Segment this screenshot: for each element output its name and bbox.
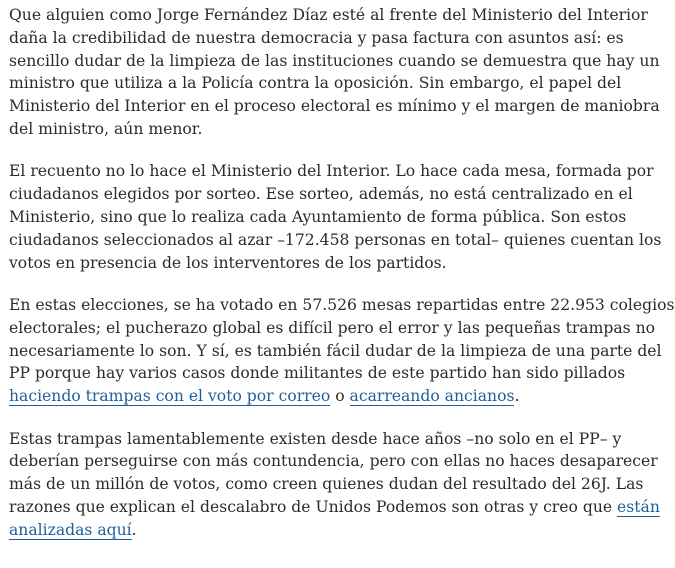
text-line: ciudadanos elegidos por sorteo. Ese sorteo, además, no está centralizado en el bbox=[9, 185, 633, 204]
link-acarreando-ancianos[interactable]: acarreando ancianos bbox=[349, 387, 515, 406]
text-line: Estas trampas lamentablemente existen desde hace años –no solo en el PP– y bbox=[9, 429, 622, 448]
text-line: Ministerio del Interior en el proceso electoral es mínimo y el margen de maniobra bbox=[9, 97, 660, 116]
link-analizadas-aqui[interactable]: analizadas aquí bbox=[9, 520, 132, 539]
text-line: necesariamente lo son. Y sí, es también fácil dudar de la limpieza de una parte del bbox=[9, 341, 662, 360]
text-line bbox=[9, 496, 660, 519]
text-line: votos en presencia de los interventores de los partidos. bbox=[9, 253, 447, 272]
text-line: ministro que utiliza a la Policía contra la oposición. Sin embargo, el papel del bbox=[9, 74, 622, 93]
text-line: ciudadanos seleccionados al azar –172.458 personas en total– quienes cuentan los bbox=[9, 230, 662, 249]
text-line: PP porque hay varios casos donde militantes de este partido han sido pillados bbox=[9, 364, 626, 383]
text-line: del ministro, aún menor. bbox=[9, 119, 203, 138]
text-line bbox=[9, 385, 638, 408]
connector-text: o bbox=[330, 387, 350, 406]
text-line: sencillo dudar de la limpieza de las instituciones cuando se demuestra que hay un bbox=[9, 51, 660, 70]
paragraph-interior-ministry bbox=[9, 4, 660, 141]
text-line: Ministerio, sino que lo realiza cada Ayuntamiento de forma pública. Son estos bbox=[9, 207, 627, 226]
text-line: deberían perseguirse con más contundencia, pero con ellas no haces desaparecer bbox=[9, 452, 658, 471]
text-line: más de un millón de votos, como creen quienes dudan del resultado del 26J. Las bbox=[9, 475, 644, 494]
period: . bbox=[131, 520, 137, 539]
text-line: En estas elecciones, se ha votado en 57.526 mesas repartidas entre 22.953 colegios bbox=[9, 295, 675, 314]
text-line: El recuento no lo hace el Ministerio del Interior. Lo hace cada mesa, formada por bbox=[9, 162, 654, 181]
text-line bbox=[9, 519, 638, 542]
link-estan[interactable]: están bbox=[617, 497, 660, 516]
paragraph-fraud bbox=[9, 428, 660, 542]
text-line: daña la credibilidad de nuestra democracia y pasa factura con asuntos así: es bbox=[9, 28, 624, 47]
link-voto-por-correo[interactable]: haciendo trampas con el voto por correo bbox=[9, 387, 331, 406]
paragraph-recount bbox=[9, 160, 662, 274]
paragraph-elections bbox=[9, 294, 675, 408]
period: . bbox=[514, 387, 520, 406]
text-fragment: razones que explican el descalabro de Unidos Podemos son otras y creo que bbox=[9, 497, 618, 516]
text-line: Que alguien como Jorge Fernández Díaz esté al frente del Ministerio del Interior bbox=[9, 6, 648, 24]
text-line: electorales; el pucherazo global es difícil pero el error y las pequeñas trampas no bbox=[9, 318, 656, 337]
